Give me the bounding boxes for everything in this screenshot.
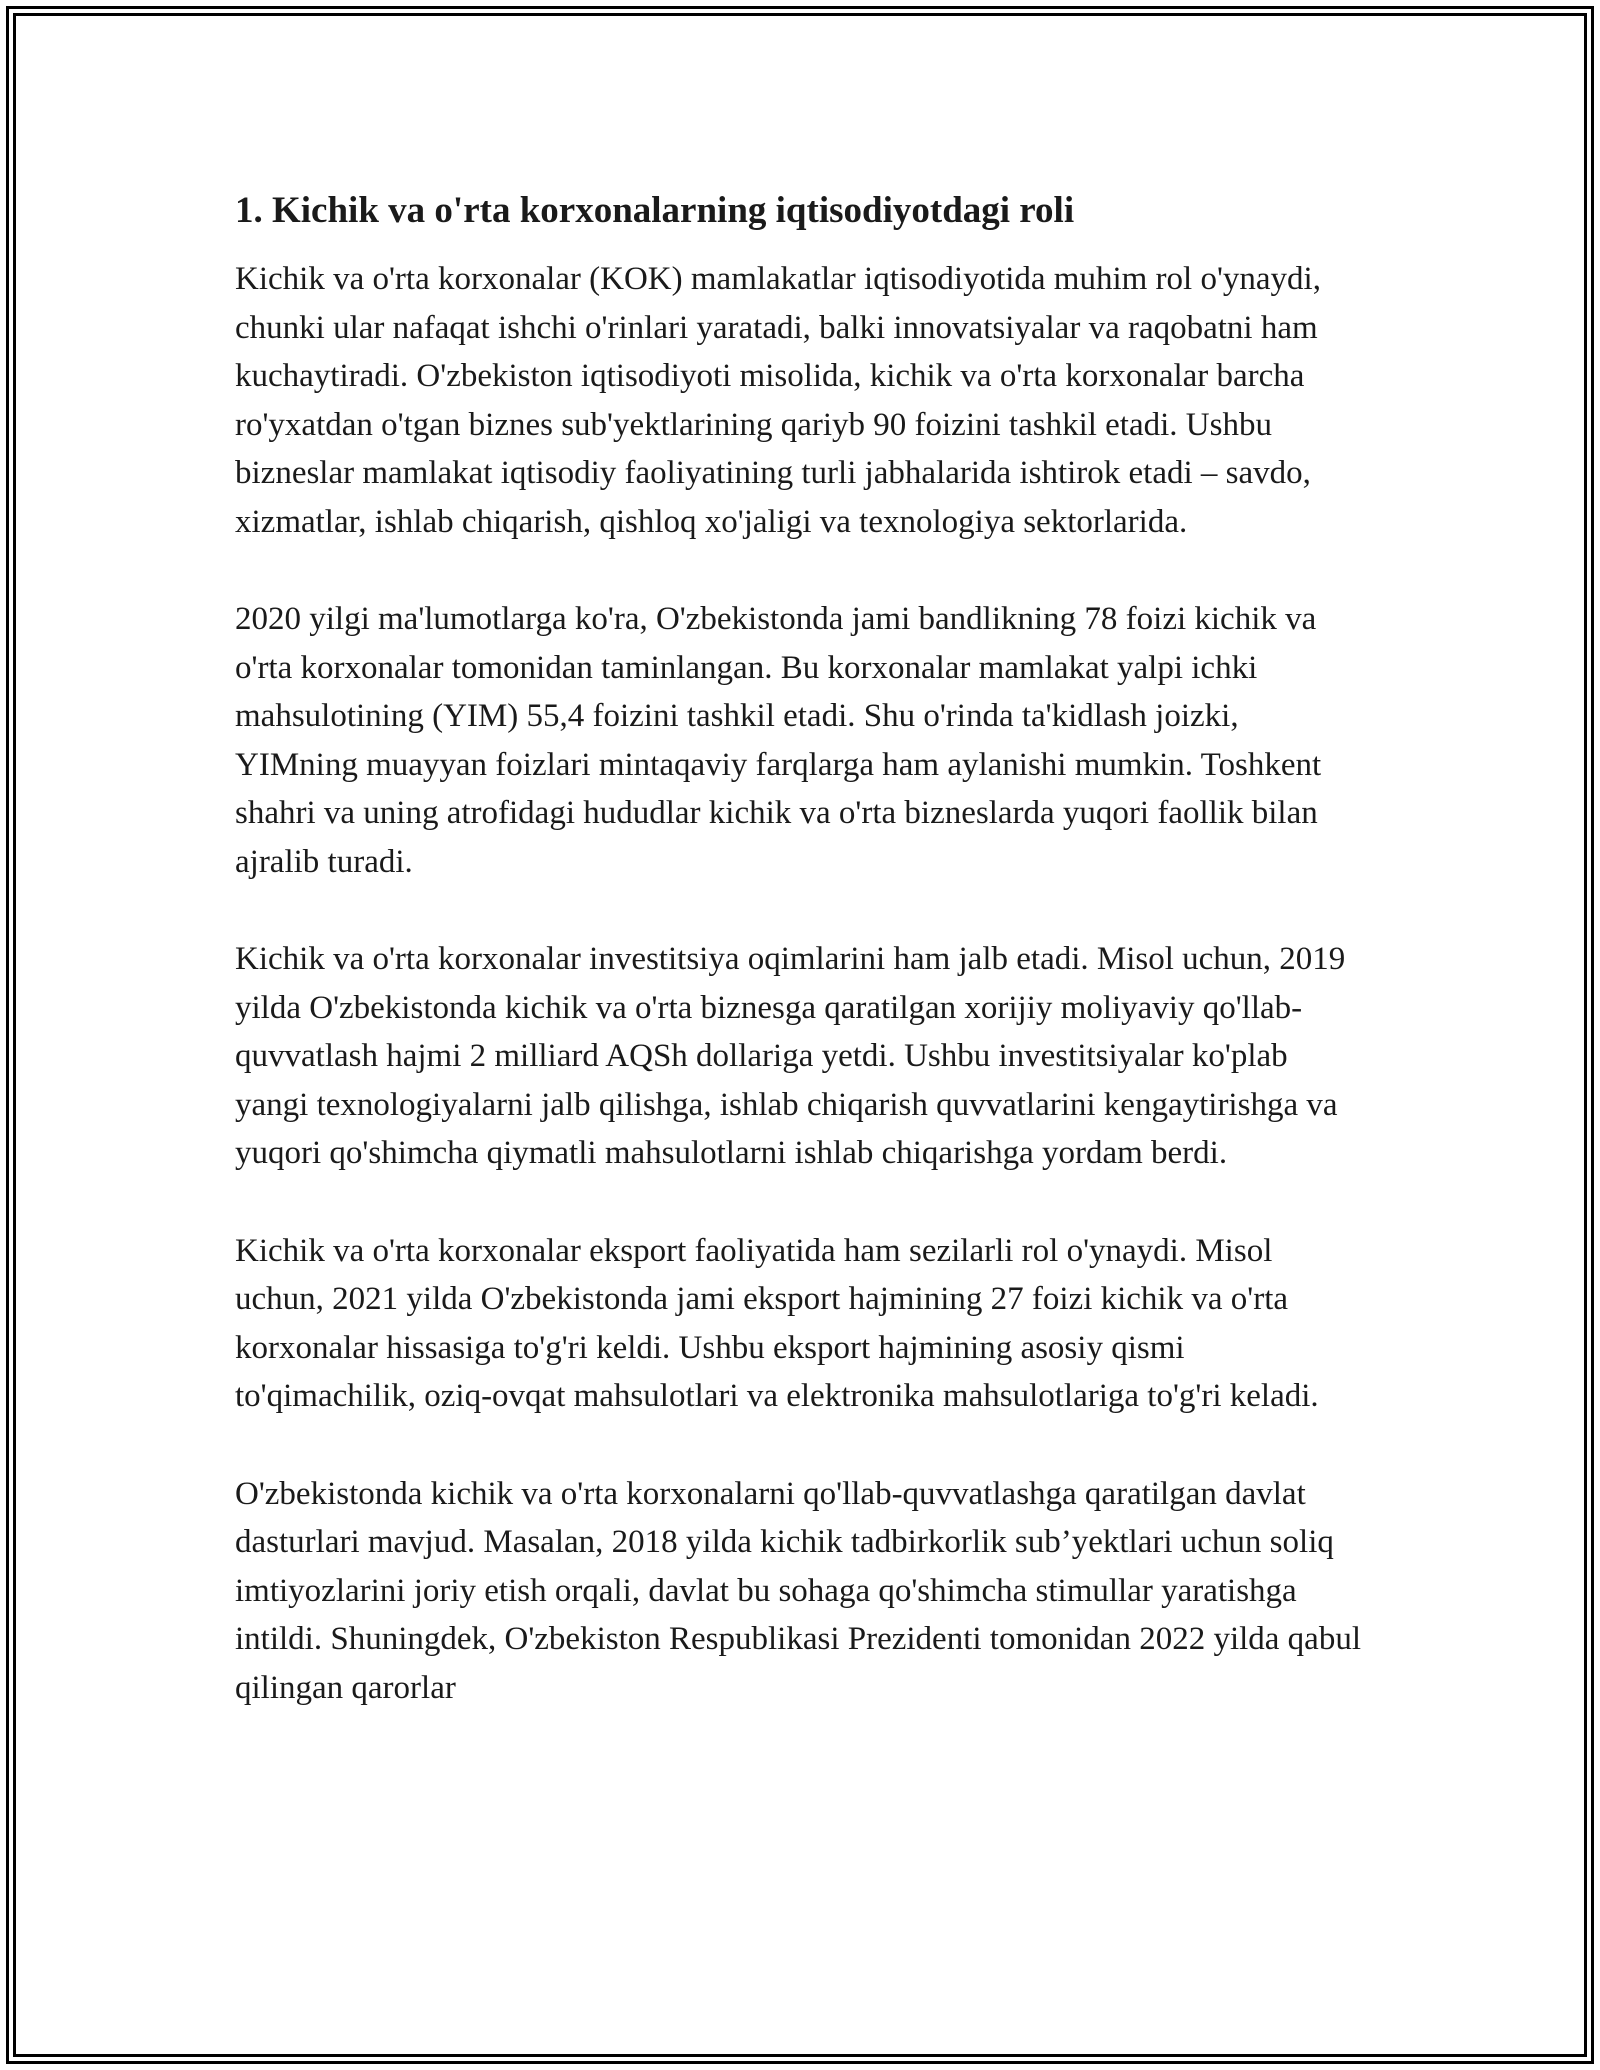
section-title: 1. Kichik va o'rta korxonalarning iqtisodiyotdagi roli <box>235 190 1075 231</box>
document-body <box>235 180 1370 1761</box>
paragraph: Kichik va o'rta korxonalar eksport faoliyatida ham sezilarli rol o'ynaydi. Misol uchun, 2021 yilda O'zbekistonda jami eksport hajmining 27 foizi kichik va o'rta korxonalar hissasiga to'g'ri keldi. Ushbu eksport hajmining asosiy qismi to'qimachilik, oziq-ovqat mahsulotlari va elektronika mahsulotlariga to'g'ri keladi. <box>235 1232 1319 1415</box>
paragraph: Kichik va o'rta korxonalar (KOK) mamlakatlar iqtisodiyotida muhim rol o'ynaydi, chunki ular nafaqat ishchi o'rinlari yaratadi, balki innovatsiyalar va raqobatni ham kuchaytiradi. O'zbekiston iqtisodiyoti misolida, kichik va o'rta korxonalar barcha ro'yxatdan o'tgan biznes sub'yektlarining qariyb 90 foizini tashkil etadi. Ushbu bizneslar mamlakat iqtisodiy faoliyatining turli jabhalarida ishtirok etadi – savdo, xizmatlar, ishlab chiqarish, qishloq xo'jaligi va texnologiya sektorlarida. <box>235 261 1321 540</box>
paragraph: O'zbekistonda kichik va o'rta korxonalarni qo'llab-quvvatlashga qaratilgan davlat dasturlari mavjud. Masalan, 2018 yilda kichik tadbirkorlik sub’yektlari uchun soliq imtiyozlarini joriy etish orqali, davlat bu sohaga qo'shimcha stimullar yaratishga intildi. Shuningdek, O'zbekiston Respublikasi Prezidenti tomonidan 2022 yilda qabul qilingan qarorlar <box>235 1475 1361 1706</box>
paragraph: Kichik va o'rta korxonalar investitsiya oqimlarini ham jalb etadi. Misol uchun, 2019 yilda O'zbekistonda kichik va o'rta biznesga qaratilgan xorijiy moliyaviy qo'llab-quvvatlash hajmi 2 milliard AQSh dollariga yetdi. Ushbu investitsiyalar ko'plab yangi texnologiyalarni jalb qilishga, ishlab chiqarish quvvatlarini kengaytirishga va yuqori qo'shimcha qiymatli mahsulotlarni ishlab chiqarishga yordam berdi. <box>235 941 1346 1172</box>
paragraph: 2020 yilgi ma'lumotlarga ko'ra, O'zbekistonda jami bandlikning 78 foizi kichik va o'rta korxonalar tomonidan taminlangan. Bu korxonalar mamlakat yalpi ichki mahsulotining (YIM) 55,4 foizini tashkil etadi. Shu o'rinda ta'kidlash joizki, YIMning muayyan foizlari mintaqaviy farqlarga ham aylanishi mumkin. Toshkent shahri va uning atrofidagi hududlar kichik va o'rta bizneslarda yuqori faollik bilan ajralib turadi. <box>235 601 1322 880</box>
